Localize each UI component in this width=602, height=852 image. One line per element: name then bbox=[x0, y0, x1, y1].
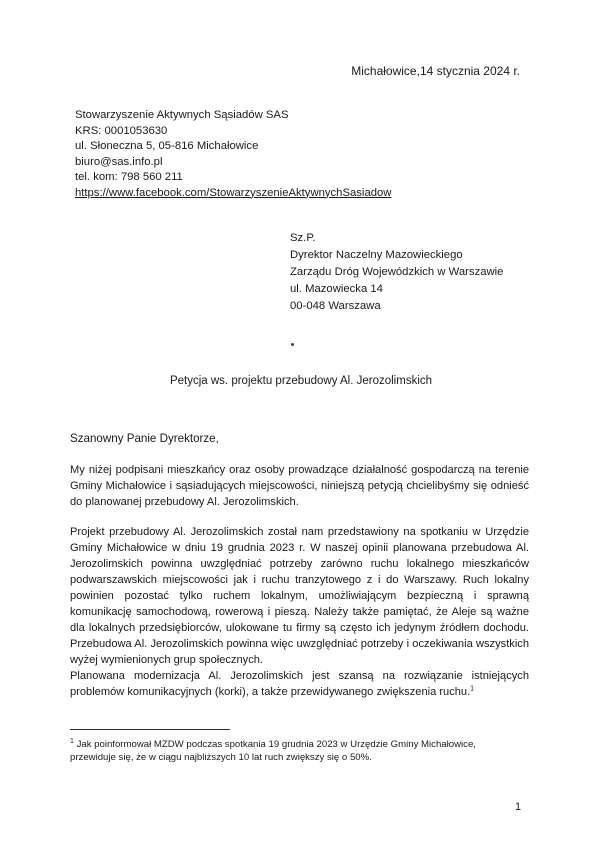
recipient-title-line1: Dyrektor Naczelny Mazowieckiego bbox=[290, 249, 463, 261]
recipient-prefix: Sz.P. bbox=[290, 232, 316, 244]
paragraph-line: dla lokalnych przedsiębiorców, ulokowane tu firmy są często ich jedynym źródłem dochodu. bbox=[70, 622, 529, 634]
paragraph-line: wyżej wymienionych grup społecznych. bbox=[70, 654, 263, 666]
scan-speck bbox=[291, 343, 294, 346]
paragraph-line bbox=[70, 684, 529, 700]
paragraph-intro bbox=[70, 462, 529, 510]
sender-facebook-link[interactable]: https://www.facebook.com/StowarzyszenieAktywnychSasiadow bbox=[75, 186, 392, 199]
paragraph-line: komunikację samochodową, rowerową i pieszą. Należy także pamiętać, że Aleje są ważne bbox=[70, 606, 529, 618]
sender-krs: KRS: 0001053630 bbox=[75, 124, 168, 137]
footnote-line: przewiduje się, że w ciągu najbliższych 10 lat ruch zwiększy się o 50%. bbox=[70, 752, 372, 763]
sender-address: ul. Słoneczna 5, 05-816 Michałowice bbox=[75, 140, 259, 152]
paragraph-line: My niżej podpisani mieszkańcy oraz osoby prowadzące działalność gospodarczą na terenie bbox=[70, 464, 529, 476]
recipient-title-line2: Zarządu Dróg Wojewódzkich w Warszawie bbox=[290, 266, 504, 278]
footnote-marker: 1 bbox=[70, 737, 74, 745]
sender-name: Stowarzyszenie Aktywnych Sąsiadów SAS bbox=[75, 109, 289, 121]
paragraph-project bbox=[70, 524, 529, 668]
paragraph-modernization bbox=[70, 668, 529, 700]
sender-phone: tel. kom: 798 560 211 bbox=[75, 171, 183, 183]
recipient-city: 00-048 Warszawa bbox=[290, 300, 381, 312]
paragraph-line: Jerozolimskich powinna uwzględniać potrzeby zarówno ruchu lokalnego mieszkańców bbox=[70, 558, 529, 570]
footnote-separator bbox=[70, 729, 230, 730]
footnote bbox=[70, 738, 530, 764]
paragraph-line: Przebudowa Al. Jerozolimskich powinna więc uwzględniać potrzeby i oczekiwania wszystkich bbox=[70, 638, 529, 650]
sender-block bbox=[75, 108, 391, 201]
salutation: Szanowny Panie Dyrektorze, bbox=[70, 432, 219, 445]
recipient-street: ul. Mazowiecka 14 bbox=[290, 283, 383, 295]
page-number: 1 bbox=[515, 801, 522, 813]
sender-email: biuro@sas.info.pl bbox=[75, 155, 163, 168]
letter-subject: Petycja ws. projektu przebudowy Al. Jerozolimskich bbox=[169, 375, 433, 387]
paragraph-line: powinien pozostać tylko ruchem lokalnym, umożliwiającym bezpieczną i sprawną bbox=[70, 590, 529, 602]
footnote-reference[interactable]: 1 bbox=[470, 685, 475, 693]
paragraph-line-text: problemów komunikacyjnych (korki), a także przewidywanego zwiększenia ruchu. bbox=[70, 686, 471, 698]
footnote-text: Jak poinformował MZDW podczas spotkania 19 grudnia 2023 w Urzędzie Gminy Michałowice, bbox=[76, 739, 476, 750]
paragraph-line: Projekt przebudowy Al. Jerozolimskich został nam przedstawiony na spotkaniu w Urzędzie bbox=[70, 526, 529, 538]
recipient-block bbox=[290, 230, 503, 315]
letter-date: Michałowice,14 stycznia 2024 r. bbox=[351, 64, 520, 78]
paragraph-line: Gminy Michałowice w dniu 19 grudnia 2023 r. W naszej opinii planowana przebudowa Al. bbox=[70, 542, 529, 554]
paragraph-line: do planowanej przebudowy Al. Jerozolimskich. bbox=[70, 496, 299, 508]
footnote-line bbox=[70, 738, 530, 751]
paragraph-line: Gminy Michałowice i sąsiadujących miejscowości, niniejszą petycją chcielibyśmy się odnieść bbox=[70, 480, 529, 492]
paragraph-line: Planowana modernizacja Al. Jerozolimskich jest szansą na rozwiązanie istniejących bbox=[70, 670, 529, 682]
paragraph-line: podwarszawskich miejscowości jak i ruchu tranzytowego z i do Warszawy. Ruch lokalny bbox=[70, 574, 529, 586]
